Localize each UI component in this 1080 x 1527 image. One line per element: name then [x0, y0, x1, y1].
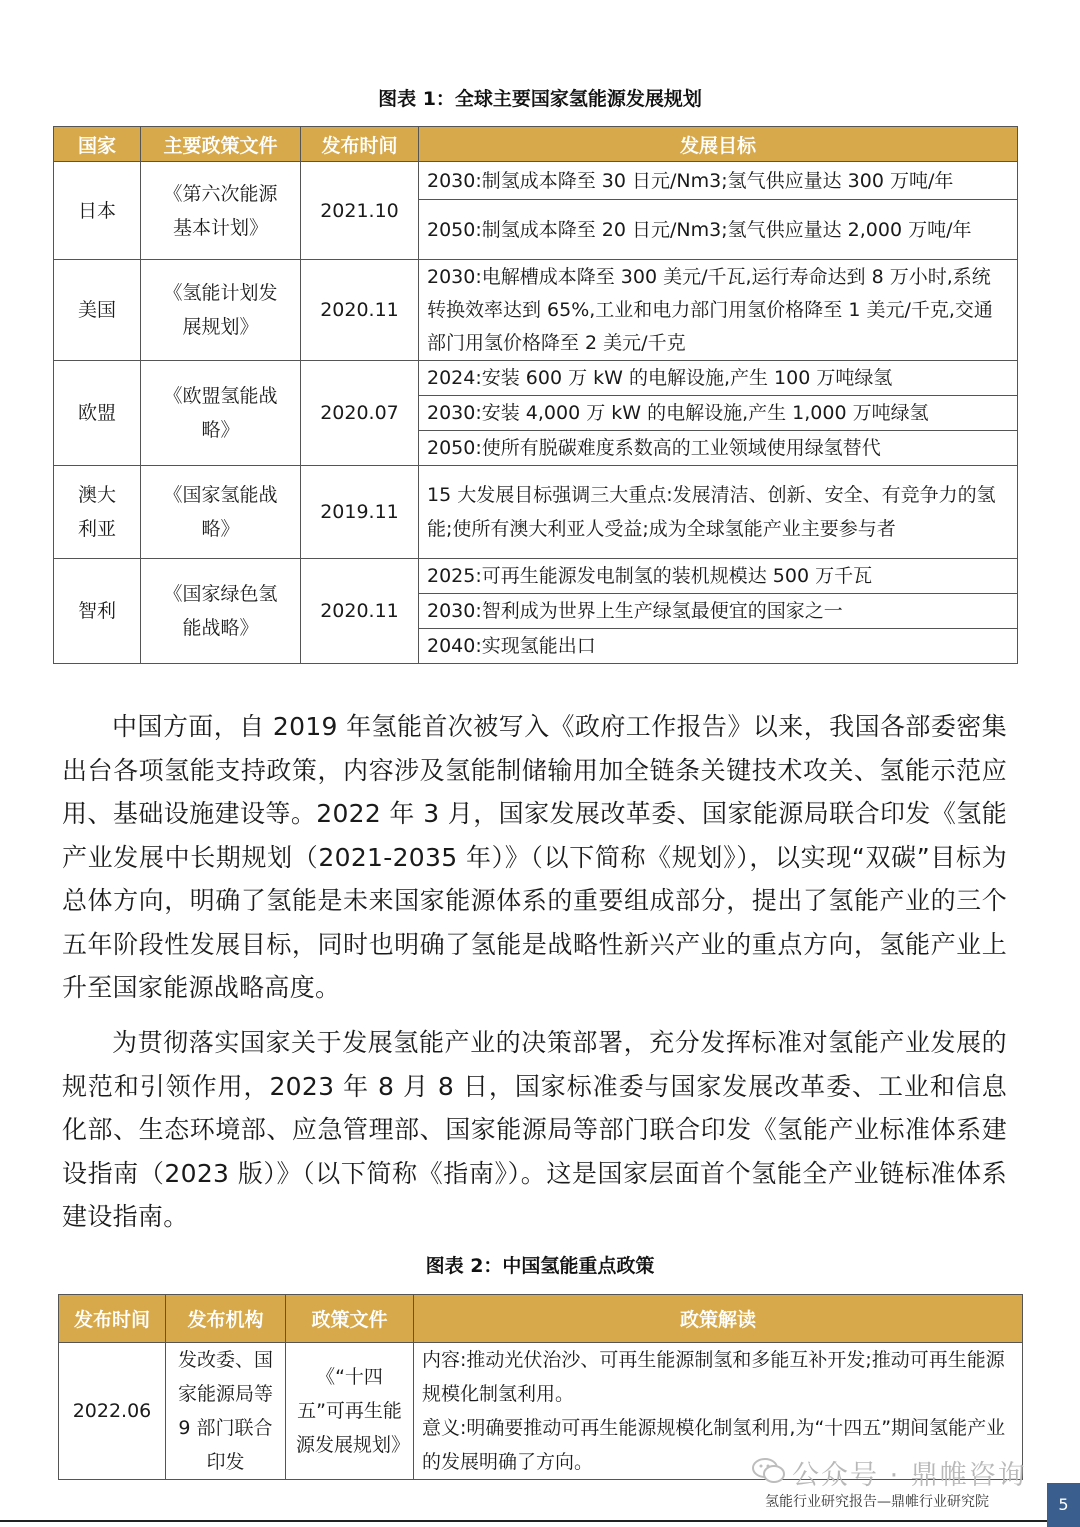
header-doc: 政策文件 — [286, 1295, 414, 1343]
goal-cell: 2024:安装 600 万 kW 的电解设施,产生 100 万吨绿氢 — [419, 361, 1018, 396]
table2-caption: 图表 2：中国氢能重点政策 — [425, 1255, 655, 1277]
goal-cell: 2050:使所有脱碳难度系数高的工业领域使用绿氢替代 — [419, 431, 1018, 466]
table-row — [54, 466, 1018, 559]
paragraph-standards-guide: 为贯彻落实国家关于发展氢能产业的决策部署，充分发挥标准对氢能产业发展的规范和引领作用，2023 年 8 月 8 日，国家标准委与国家发展改革委、工业和信息化部、生态环境部、应急管理部、国家能源局等部门联合印发《氢能产业标准体系建设指南（2023 版）》（以下简称《指南》）。这是国家层面首个氢能全产业链标准体系建设指南。 — [62, 1028, 1007, 1231]
goal-cell: 2025:可再生能源发电制氢的装机规模达 500 万千瓦 — [419, 559, 1018, 594]
date-cell: 2019.11 — [301, 466, 419, 559]
doc-cell: 《国家绿色氢能战略》 — [141, 559, 301, 664]
table-header-row — [59, 1295, 1023, 1343]
goal-cell: 2030:安装 4,000 万 kW 的电解设施,产生 1,000 万吨绿氢 — [419, 396, 1018, 431]
agency-cell: 发改委、国家能源局等9 部门联合印发 — [166, 1343, 286, 1480]
header-interpretation: 政策解读 — [414, 1295, 1023, 1343]
page-number: 5 — [1047, 1483, 1080, 1527]
footer-divider — [0, 1520, 1080, 1522]
country-cell: 澳大利亚 — [54, 466, 141, 559]
table1-caption: 图表 1：全球主要国家氢能源发展规划 — [378, 88, 702, 110]
wechat-icon — [752, 1457, 786, 1485]
table-row — [54, 260, 1018, 361]
header-doc: 主要政策文件 — [141, 127, 301, 162]
doc-cell: 《第六次能源基本计划》 — [141, 162, 301, 260]
header-country: 国家 — [54, 127, 141, 162]
paragraph-china-policy: 中国方面，自 2019 年氢能首次被写入《政府工作报告》以来，我国各部委密集出台各项氢能支持政策，内容涉及氢能制储输用加全链条关键技术攻关、氢能示范应用、基础设施建设等。2022 年 3 月，国家发展改革委、国家能源局联合印发《氢能产业发展中长期规划（2021-2035 年）》（以下简称《规划》），以实现“双碳”目标为总体方向，明确了氢能是未来国家能源体系的重要组成部分，提出了氢能产业的三个五年阶段性发展目标，同时也明确了氢能是战略性新兴产业的重点方向，氢能产业上升至国家能源战略高度。 — [62, 712, 1007, 1002]
country-cell: 美国 — [54, 260, 141, 361]
date-cell: 2022.06 — [59, 1343, 166, 1480]
header-agency: 发布机构 — [166, 1295, 286, 1343]
meaning-text: 意义:明确要推动可再生能源规模化制氢利用,为“十四五”期间氢能产业的发展明确了方向。 — [422, 1417, 1006, 1473]
doc-cell: 《国家氢能战略》 — [141, 466, 301, 559]
goal-cell: 15 大发展目标强调三大重点:发展清洁、创新、安全、有竞争力的氢能;使所有澳大利亚人受益;成为全球氢能产业主要参与者 — [419, 466, 1018, 559]
goal-cell: 2050:制氢成本降至 20 日元/Nm3;氢气供应量达 2,000 万吨/年 — [419, 200, 1018, 260]
doc-cell: 《“十四五”可再生能源发展规划》 — [286, 1343, 414, 1480]
goal-cell: 2030:电解槽成本降至 300 美元/千瓦,运行寿命达到 8 万小时,系统转换效率达到 65%,工业和电力部门用氢价格降至 1 美元/千克,交通部门用氢价格降至 2 美元/千克 — [419, 260, 1018, 361]
date-cell: 2020.07 — [301, 361, 419, 466]
watermark: 公众号 · 鼎帷咨询 — [792, 1460, 1027, 1491]
table-row — [54, 162, 1018, 200]
content-text: 内容:推动光伏治沙、可再生能源制氢和多能互补开发;推动可再生能源规模化制氢利用。 — [422, 1349, 1005, 1405]
goal-cell: 2030:制氢成本降至 30 日元/Nm3;氢气供应量达 300 万吨/年 — [419, 162, 1018, 200]
global-hydrogen-table — [53, 126, 1018, 664]
header-date: 发布时间 — [59, 1295, 166, 1343]
table-row — [54, 361, 1018, 396]
country-cell: 欧盟 — [54, 361, 141, 466]
country-cell: 智利 — [54, 559, 141, 664]
country-cell: 日本 — [54, 162, 141, 260]
goal-cell: 2030:智利成为世界上生产绿氢最便宜的国家之一 — [419, 594, 1018, 629]
goal-cell: 2040:实现氢能出口 — [419, 629, 1018, 664]
footer-report-name: 氢能行业研究报告—鼎帷行业研究院 — [765, 1494, 989, 1510]
doc-cell: 《氢能计划发展规划》 — [141, 260, 301, 361]
doc-cell: 《欧盟氢能战略》 — [141, 361, 301, 466]
date-cell: 2020.11 — [301, 559, 419, 664]
header-date: 发布时间 — [301, 127, 419, 162]
header-goals: 发展目标 — [419, 127, 1018, 162]
date-cell: 2021.10 — [301, 162, 419, 260]
table-header-row — [54, 127, 1018, 162]
table-row — [54, 559, 1018, 594]
date-cell: 2020.11 — [301, 260, 419, 361]
